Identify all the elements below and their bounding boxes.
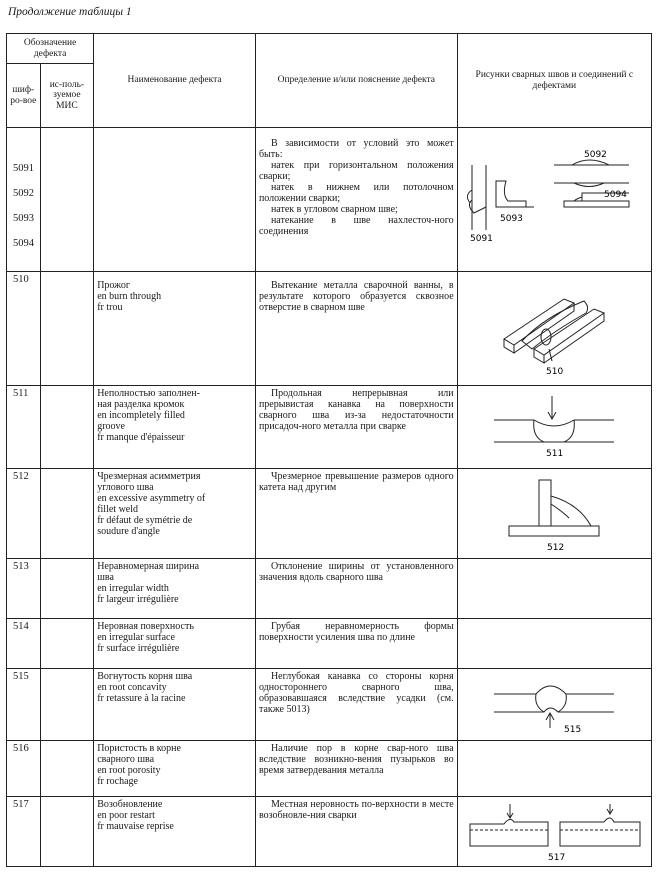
definition-cell: Продольная непрерывная или прерывистая канавка на поверхности сварного шва из-за недостаточности присадоч-ного металла при сварке xyxy=(255,386,457,469)
name-fr: fr manque d'épaisseur xyxy=(97,432,185,443)
iiw-cell xyxy=(40,797,94,867)
name-fr: fr largeur irrégulière xyxy=(97,594,179,605)
poor-restart-figure xyxy=(464,800,644,864)
header-designation: Обозначение дефекта xyxy=(7,34,94,64)
name-cell xyxy=(94,741,256,797)
definition-cell: Грубая неравномерность формы поверхности усиления шва по длине xyxy=(255,619,457,669)
iiw-cell xyxy=(40,669,94,741)
name-en: en burn through xyxy=(97,291,162,302)
figure-cell xyxy=(457,469,651,559)
code-cell: 512 xyxy=(7,469,41,559)
figure-cell xyxy=(457,797,651,867)
name-en: fillet weld xyxy=(97,504,139,515)
name-en: en excessive asymmetry of xyxy=(97,493,206,504)
header-name: Наименование дефекта xyxy=(94,34,256,128)
table-row xyxy=(7,128,652,272)
table-row xyxy=(7,386,652,469)
root-concavity-figure xyxy=(484,674,624,736)
code-5094: 5094 xyxy=(13,238,34,249)
figure-cell xyxy=(457,619,651,669)
figure-label: 5094 xyxy=(604,189,628,200)
table-caption: Продолжение таблицы 1 xyxy=(8,6,132,18)
definition-cell: Вытекание металла сварочной ванны, в результате которого образуется сквозное отверстие в сварном шве xyxy=(255,272,457,386)
code-5093: 5093 xyxy=(13,213,34,224)
table-row xyxy=(7,272,652,386)
code-cell: 513 xyxy=(7,559,41,619)
figure-cell xyxy=(457,559,651,619)
name-ru: Неровная поверхность xyxy=(97,621,194,632)
name-ru: Вогнутость корня шва xyxy=(97,671,193,682)
name-cell xyxy=(94,469,256,559)
definition-cell: Чрезмерное превышение размеров одного катета над другим xyxy=(255,469,457,559)
iiw-cell xyxy=(40,272,94,386)
iiw-cell xyxy=(40,469,94,559)
burn-through-figure xyxy=(494,279,614,379)
figure-cell xyxy=(457,741,651,797)
name-en: en irregular surface xyxy=(97,632,175,643)
name-cell xyxy=(94,669,256,741)
name-en: en root concavity xyxy=(97,682,167,693)
table-row xyxy=(7,669,652,741)
iiw-cell xyxy=(40,559,94,619)
definition-item: натек в нижнем или потолочном положении сварки; xyxy=(258,182,454,204)
table-row xyxy=(7,619,652,669)
name-ru: Неравномерная ширина xyxy=(97,561,200,572)
fillet-asymmetry-figure xyxy=(499,474,609,554)
name-ru: сварного шва xyxy=(97,754,155,765)
definition-cell: Местная неровность по-верхности в месте возобновле-ния сварки xyxy=(255,797,457,867)
name-cell xyxy=(94,386,256,469)
name-ru: Возобновление xyxy=(97,799,163,810)
header-code: шиф-ро-вое xyxy=(7,64,41,128)
code-cell xyxy=(7,128,41,272)
header-definition: Определение и/или пояснение дефекта xyxy=(255,34,457,128)
iiw-cell xyxy=(40,128,94,272)
figure-cell xyxy=(457,128,651,272)
header-iiw: ис-поль-зуемое МИС xyxy=(40,64,94,128)
table-row xyxy=(7,797,652,867)
definition-item: натекание в шве нахлесточ-ного соединения xyxy=(258,215,454,237)
name-fr: fr rochage xyxy=(97,776,138,787)
name-ru: Прожог xyxy=(97,280,130,291)
name-fr: fr défaut de symétrie de xyxy=(97,515,193,526)
header-figures: Рисунки сварных швов и соединений с дефектами xyxy=(457,34,651,128)
figure-cell xyxy=(457,272,651,386)
incomplete-groove-figure xyxy=(484,392,624,462)
name-fr: fr mauvaise reprise xyxy=(97,821,174,832)
code-5091: 5091 xyxy=(13,163,34,174)
code-cell: 515 xyxy=(7,669,41,741)
name-ru: Неполностью заполнен- xyxy=(97,388,200,399)
name-cell xyxy=(94,128,256,272)
name-cell xyxy=(94,559,256,619)
name-ru: шва xyxy=(97,572,114,583)
table-row xyxy=(7,741,652,797)
definition-cell xyxy=(255,128,457,272)
name-en: en root porosity xyxy=(97,765,161,776)
name-en: en poor restart xyxy=(97,810,155,821)
definition-cell: Неглубокая канавка со стороны корня одностороннего сварного шва, образовавшаяся вследствие усадки (см. также 5013) xyxy=(255,669,457,741)
name-en: en irregular width xyxy=(97,583,169,594)
iiw-cell xyxy=(40,619,94,669)
definition-cell: Отклонение ширины от установленного значения вдоль сварного шва xyxy=(255,559,457,619)
figure-label: 510 xyxy=(546,366,564,377)
definition-cell: Наличие пор в корне свар-ного шва вследствие возникно-вения пузырьков во время затвердевания металла xyxy=(255,741,457,797)
definition-item: натек при горизонтальном положения сварки; xyxy=(258,160,454,182)
name-ru: Пористость в корне xyxy=(97,743,181,754)
code-5092: 5092 xyxy=(13,188,34,199)
name-cell xyxy=(94,272,256,386)
name-ru: Чрезмерная асимметрия xyxy=(97,471,201,482)
figure-label: 511 xyxy=(546,449,564,459)
table-row xyxy=(7,559,652,619)
name-ru: ная разделка кромок xyxy=(97,399,185,410)
code-cell: 514 xyxy=(7,619,41,669)
name-en: en incompletely filled xyxy=(97,410,185,421)
name-fr: fr retassure à la racine xyxy=(97,693,186,704)
definition-item: натек в угловом сварном шве; xyxy=(270,204,398,215)
figure-label: 515 xyxy=(564,724,582,735)
name-fr: soudure d'angle xyxy=(97,526,160,537)
name-cell xyxy=(94,797,256,867)
iiw-cell xyxy=(40,386,94,469)
name-ru: углового шва xyxy=(97,482,154,493)
figure-label: 512 xyxy=(547,542,565,553)
code-cell: 511 xyxy=(7,386,41,469)
iiw-cell xyxy=(40,741,94,797)
overlap-weld-figure xyxy=(464,145,644,255)
defects-table xyxy=(6,33,652,867)
name-fr: fr trou xyxy=(97,302,123,313)
figure-cell xyxy=(457,386,651,469)
figure-label: 5092 xyxy=(584,149,608,160)
code-cell: 517 xyxy=(7,797,41,867)
figure-label: 517 xyxy=(548,852,566,863)
name-cell xyxy=(94,619,256,669)
definition-intro: В зависимости от условий это может быть: xyxy=(258,138,454,160)
table-row xyxy=(7,469,652,559)
code-cell: 516 xyxy=(7,741,41,797)
code-cell: 510 xyxy=(7,272,41,386)
figure-label: 5091 xyxy=(470,233,494,244)
figure-label: 5093 xyxy=(500,213,524,224)
name-fr: fr surface irrégulière xyxy=(97,643,180,654)
name-en: groove xyxy=(97,421,125,432)
figure-cell xyxy=(457,669,651,741)
